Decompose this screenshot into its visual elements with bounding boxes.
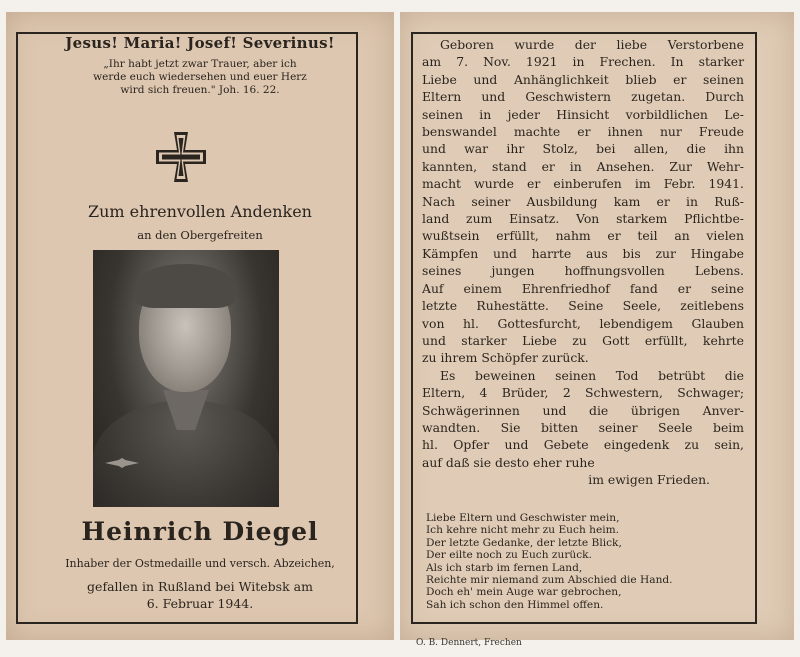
biography-text: [422, 36, 744, 489]
text-line: Es beweinen seinen Tod betrübt die: [440, 367, 744, 383]
text-line: Geboren wurde der liebe Verstorbene: [440, 37, 744, 52]
text-line: wußtsein erfüllt, nahm er teil an vielen: [422, 228, 744, 244]
death-details: [6, 578, 394, 612]
decorations-line: Inhaber der Ostmedaille und versch. Abzeichen,: [65, 557, 335, 570]
poem-line: Reichte mir niemand zum Abschied die Hand.: [426, 574, 673, 587]
poem: [426, 512, 746, 611]
text-line: zu ihrem Schöpfer zurück.: [422, 350, 589, 366]
text-line: seines jungen hoffnungsvollen Lebens.: [422, 263, 744, 279]
text-line: Eltern und Geschwistern zugetan. Durch: [422, 89, 744, 105]
poem-line: Liebe Eltern und Geschwister mein,: [426, 512, 620, 524]
text-line: macht wurde er einberufen im Febr. 1941.: [422, 176, 744, 192]
poem-line: Doch eh' mein Auge war gebrochen,: [426, 586, 622, 599]
text-line: land zum Einsatz. Von starkem Pflichtbe-: [422, 211, 744, 227]
poem-line: Der eilte noch zu Euch zurück.: [426, 549, 592, 562]
text-line: Kämpfen und harrte aus bis zur Hingabe: [422, 245, 744, 261]
memorial-title: Zum ehrenvollen Andenken: [88, 202, 312, 221]
deceased-name: Heinrich Diegel: [81, 517, 319, 546]
text-line: Nach seiner Ausbildung kam er in Ruß-: [422, 193, 744, 209]
poem-line: Der letzte Gedanke, der letzte Blick,: [426, 536, 622, 549]
poem-line: Sah ich schon den Himmel offen.: [426, 598, 604, 611]
rank-line: an den Obergefreiten: [137, 228, 263, 242]
text-line: Auf einem Ehrenfriedhof fand er seine: [422, 280, 744, 296]
death-line: 6. Februar 1944.: [146, 596, 254, 611]
iron-cross-icon: [154, 130, 208, 184]
card-heading: Jesus! Maria! Josef! Severinus!: [65, 34, 335, 52]
death-line: gefallen in Rußland bei Witebsk am: [87, 579, 313, 594]
text-line: auf daß sie desto eher ruhe: [422, 454, 595, 470]
portrait-photo: [93, 250, 279, 507]
text-line: und starker Liebe zu Gott erfüllt, kehrte: [422, 332, 744, 348]
text-line: Liebe und Anhänglichkeit blieb er seinen: [422, 71, 744, 87]
text-line: Schwägerinnen und die übrigen Anver-: [422, 402, 744, 418]
memorial-card-front: [6, 12, 394, 640]
text-line: wandten. Sie bitten seiner Seele beim: [422, 419, 744, 435]
text-line: von hl. Gottesfurcht, lebendigem Glauben: [422, 315, 744, 331]
quote-line: wird sich freuen." Joh. 16. 22.: [120, 84, 280, 96]
text-line: am 7. Nov. 1921 in Frechen. In starker: [422, 54, 744, 70]
bible-quote: [6, 58, 394, 97]
text-line: hl. Opfer und Gebete eingedenk zu sein,: [422, 437, 744, 453]
text-line: letzte Ruhestätte. Seine Seele, zeitlebens: [422, 298, 744, 314]
quote-line: „Ihr habt jetzt zwar Trauer, aber ich: [103, 58, 297, 70]
text-line: seinen in jeder Hinsicht vorbildlichen Le-: [422, 106, 744, 122]
printer-imprint: O. B. Dennert, Frechen: [416, 638, 522, 648]
poem-line: Als ich starb im fernen Land,: [426, 561, 583, 574]
text-line: und war ihr Stolz, bei allen, die ihn: [422, 141, 744, 157]
memorial-card-back: [400, 12, 794, 648]
text-line: Eltern, 4 Brüder, 2 Schwestern, Schwager;: [422, 385, 744, 401]
quote-line: werde euch wiedersehen und euer Herz: [93, 71, 307, 83]
text-line: benswandel machte er ihnen nur Freude: [422, 124, 744, 140]
text-line: im ewigen Frieden.: [588, 472, 710, 488]
poem-line: Ich kehre nicht mehr zu Euch heim.: [426, 524, 620, 537]
text-line: kannten, stand er in Ansehen. Zur Wehr-: [422, 158, 744, 174]
